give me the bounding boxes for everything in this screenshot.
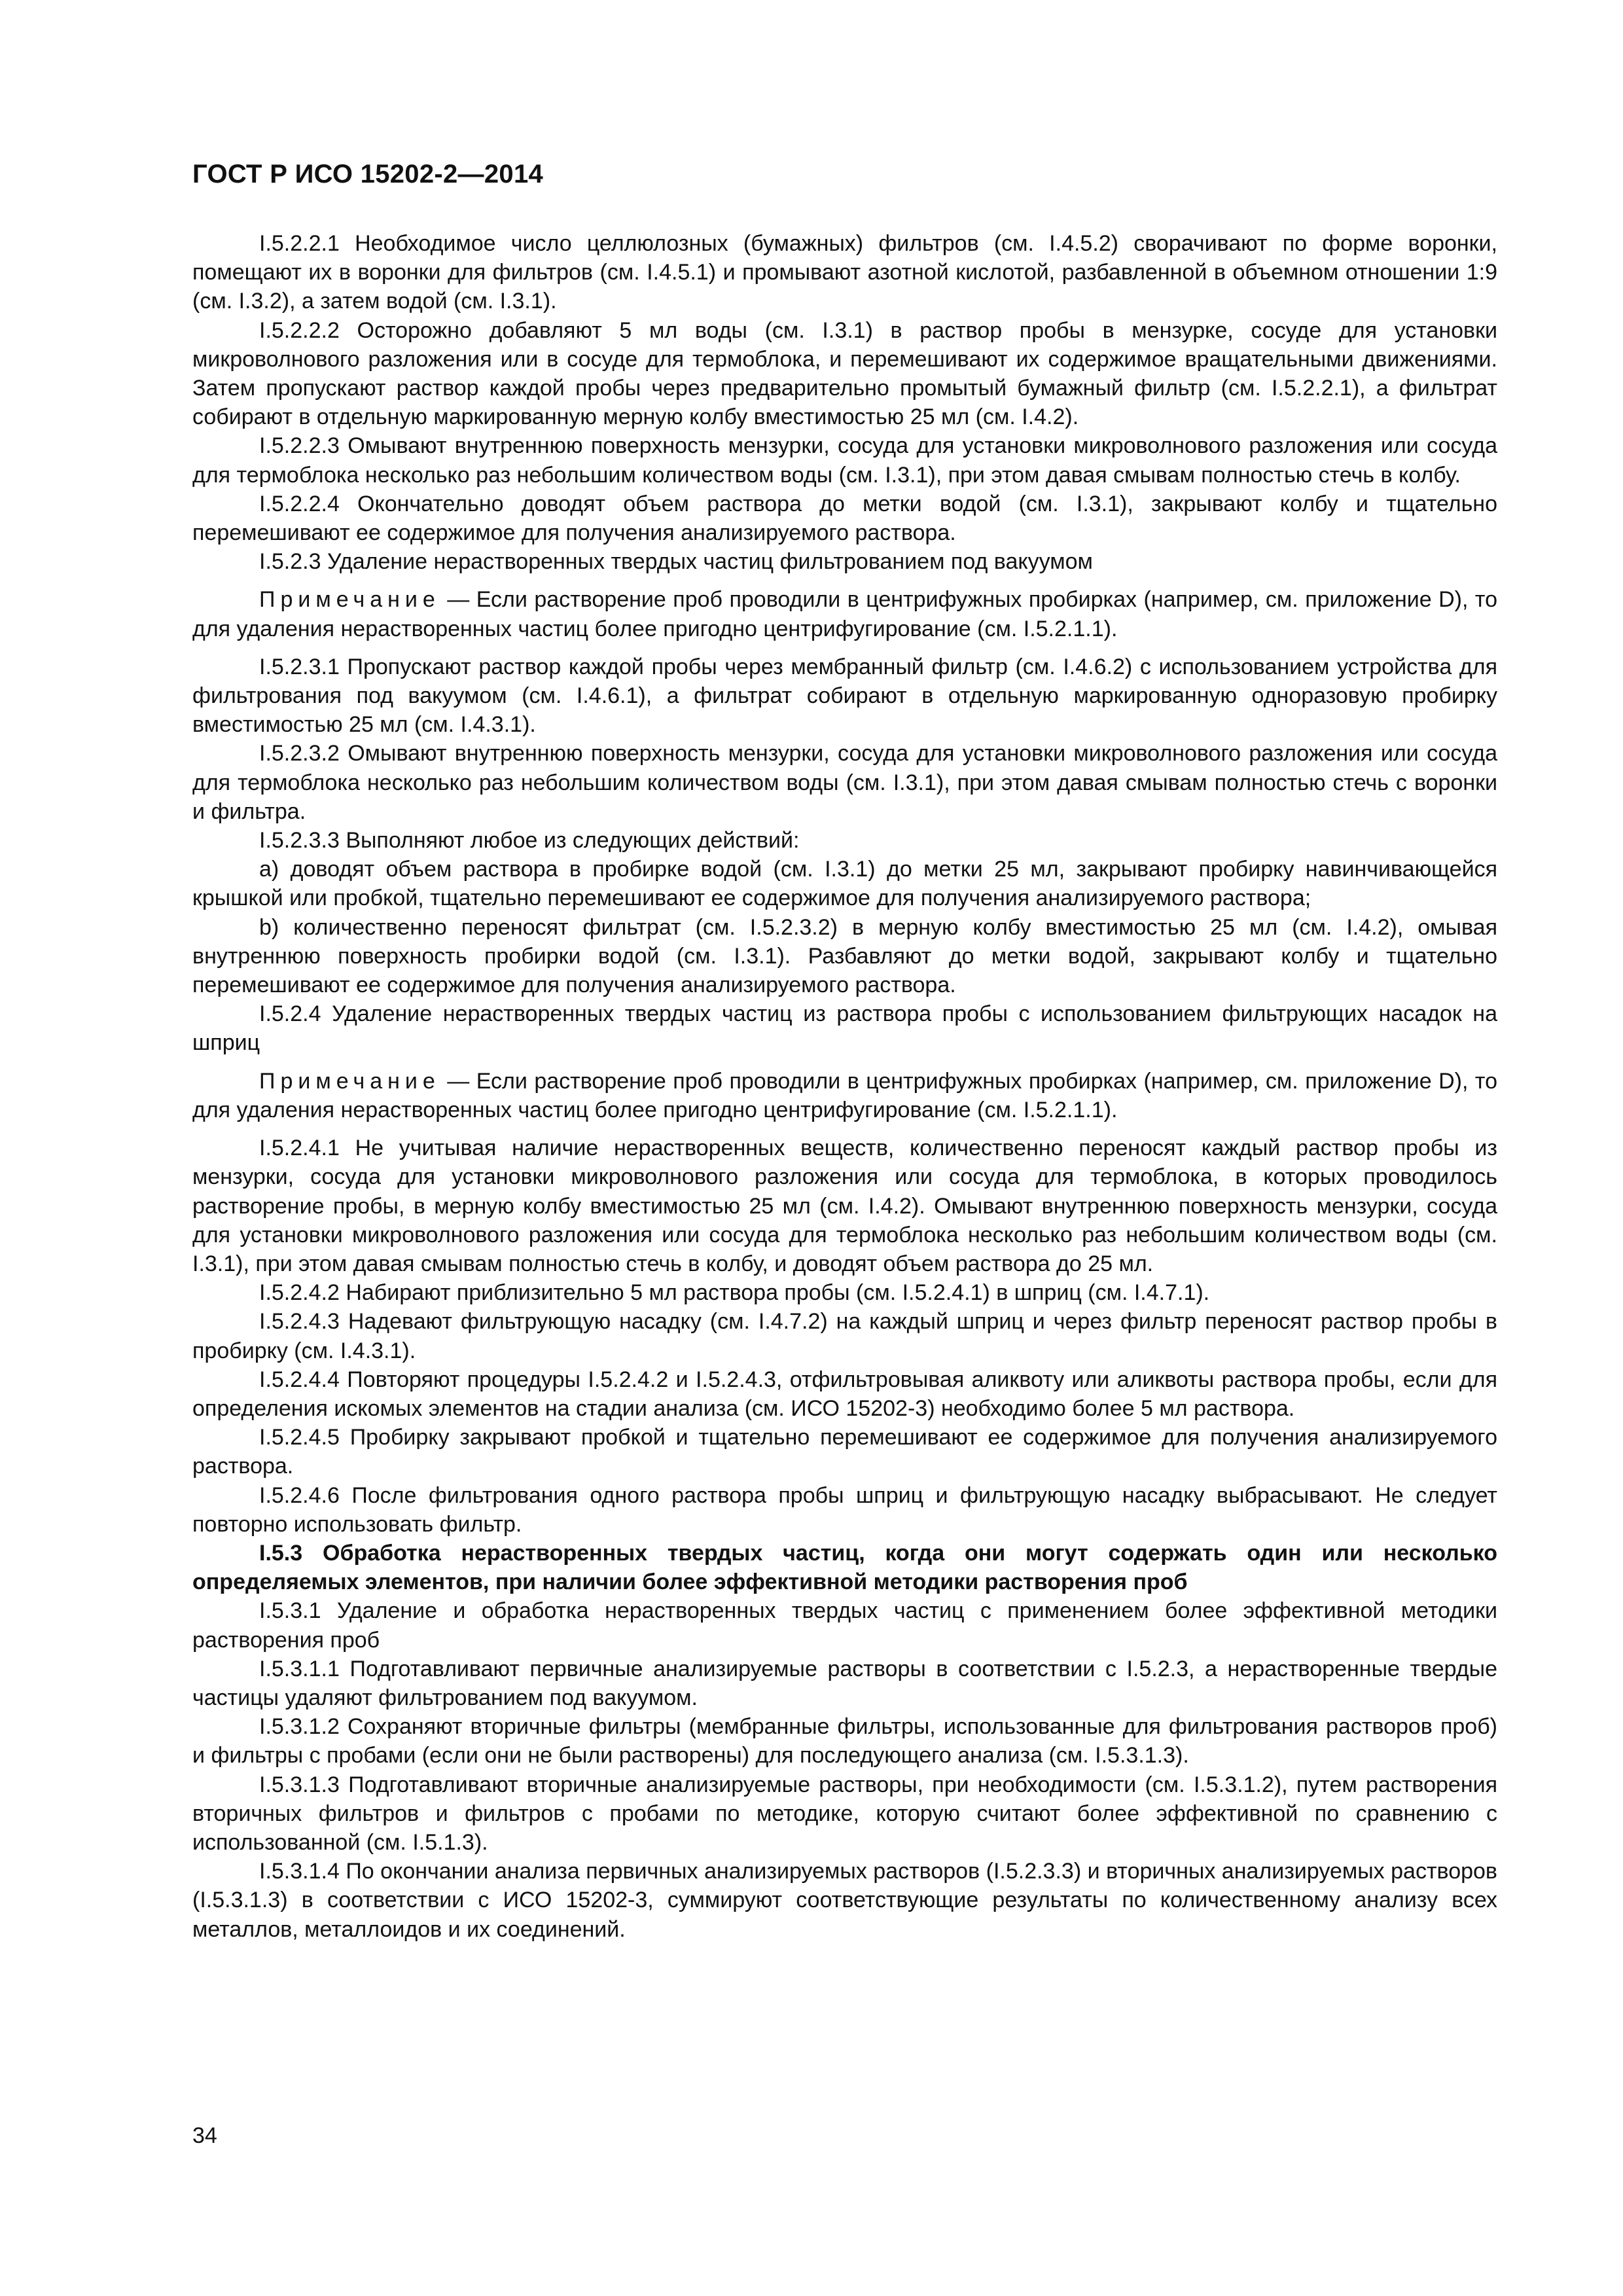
body-paragraph: I.5.2.4 Удаление нерастворенных твердых частиц из раствора пробы с использованием фильтрующих насадок на шприц (192, 1001, 1497, 1056)
body-paragraph: I.5.2.4.1 Не учитывая наличие нерастворенных веществ, количественно переносят каждый раствор пробы из мензурки, сосуда для установки микроволнового разложения или сосуда для термоблока, в которых проводилось растворение пробы, в мерную колбу вместимостью 25 мл (см. I.4.2). Омывают внутреннюю поверхность мензурки, сосуда для установки микроволнового разложения или сосуда для термоблока несколько раз небольшим количеством воды (см. I.3.1), при этом давая смывам полностью стечь в колбу, и доводят объем раствора до 25 мл. (192, 1136, 1497, 1276)
body-paragraph: I.5.2.4.5 Пробирку закрывают пробкой и тщательно перемешивают ее содержимое для получения анализируемого раствора. (192, 1425, 1497, 1479)
body-paragraph: I.5.2.3.2 Омывают внутреннюю поверхность мензурки, сосуда для установки микроволнового разложения или сосуда для термоблока несколько раз небольшим количеством воды (см. I.3.1), при этом давая смывам полностью стечь с воронки и фильтра. (192, 741, 1497, 824)
page-number: 34 (192, 2123, 217, 2148)
note-text: — Если растворение проб проводили в центрифужных пробирках (например, см. приложение D), то для удаления нерастворенных частиц более пригодно центрифугирование (см. I.5.2.1.1). (192, 1068, 1497, 1122)
body-paragraph: I.5.3.1.4 По окончании анализа первичных анализируемых растворов (I.5.2.3.3) и вторичных анализируемых растворов (I.5.3.1.3) в соответствии с ИСО 15202-3, суммируют соответствующие результаты по количественному анализу всех металлов, металлоидов и их соединений. (192, 1859, 1497, 1942)
body-paragraph: I.5.2.2.2 Осторожно добавляют 5 мл воды (см. I.3.1) в раствор пробы в мензурке, сосуде для установки микроволнового разложения или в сосуде для термоблока, и перемешивают их содержимое вращательными движениями. Затем пропускают раствор каждой пробы через предварительно промытый бумажный фильтр (см. I.5.2.2.1), а фильтрат собирают в отдельную маркированную мерную колбу вместимостью 25 мл (см. I.4.2). (192, 317, 1497, 430)
body-paragraph: I.5.2.2.4 Окончательно доводят объем раствора до метки водой (см. I.3.1), закрывают колбу и тщательно перемешивают ее содержимое для получения анализируемого раствора. (192, 491, 1497, 546)
note-paragraph (192, 1067, 1497, 1124)
body-paragraph: b) количественно переносят фильтрат (см. I.5.2.3.2) в мерную колбу вместимостью 25 мл (см. I.4.2), омывая внутреннюю поверхность пробирки водой (см. I.3.1). Разбавляют до метки водой, закрывают колбу и тщательно перемешивают ее содержимое для получения анализируемого раствора. (192, 914, 1497, 998)
body-paragraph: a) доводят объем раствора в пробирке водой (см. I.3.1) до метки 25 мл, закрывают пробирку навинчивающейся крышкой или пробкой, тщательно перемешивают ее содержимое для получения анализируемого раствора; (192, 857, 1497, 911)
body-paragraph: I.5.3.1.3 Подготавливают вторичные анализируемые растворы, при необходимости (см. I.5.3.1.2), путем растворения вторичных фильтров и фильтров с пробами по методике, которую считают более эффективной по сравнению с использованной (см. I.5.1.3). (192, 1772, 1497, 1855)
body-paragraph: I.5.2.3.1 Пропускают раствор каждой пробы через мембранный фильтр (см. I.4.6.2) с использованием устройства для фильтрования под вакуумом (см. I.4.6.1), а фильтрат собирают в отдельную маркированную одноразовую пробирку вместимостью 25 мл (см. I.4.3.1). (192, 654, 1497, 738)
body-paragraph: I.5.2.4.3 Надевают фильтрующую насадку (см. I.4.7.2) на каждый шприц и через фильтр переносят раствор пробы в пробирку (см. I.4.3.1). (192, 1309, 1497, 1363)
section-heading: I.5.3 Обработка нерастворенных твердых частиц, когда они могут содержать один или несколько определяемых элементов, при наличии более эффективной методики растворения проб (192, 1540, 1497, 1595)
body-paragraph: I.5.3.1.2 Сохраняют вторичные фильтры (мембранные фильтры, использованные для фильтрования растворов проб) и фильтры с пробами (если они не были растворены) для последующего анализа (см. I.5.3.1.3). (192, 1714, 1497, 1768)
body-paragraph: I.5.2.2.1 Необходимое число целлюлозных (бумажных) фильтров (см. I.4.5.2) сворачивают по форме воронки, помещают их в воронки для фильтров (см. I.4.5.1) и промывают азотной кислотой, разбавленной в объемном отношении 1:9 (см. I.3.2), а затем водой (см. I.3.1). (192, 231, 1497, 314)
body-paragraph: I.5.2.2.3 Омывают внутреннюю поверхность мензурки, сосуда для установки микроволнового разложения или сосуда для термоблока несколько раз небольшим количеством воды (см. I.3.1), при этом давая смывам полностью стечь в колбу. (192, 433, 1497, 488)
document-body (192, 229, 1497, 1944)
body-paragraph: I.5.2.3 Удаление нерастворенных твердых частиц фильтрованием под вакуумом (259, 549, 1093, 575)
body-paragraph: I.5.3.1.1 Подготавливают первичные анализируемые растворы в соответствии с I.5.2.3, а нерастворенные твердые частицы удаляют фильтрованием под вакуумом. (192, 1656, 1497, 1710)
body-paragraph: I.5.2.4.4 Повторяют процедуры I.5.2.4.2 и I.5.2.4.3, отфильтровывая аликвоту или аликвоты раствора пробы, если для определения искомых элементов на стадии анализа (см. ИСО 15202-3) необходимо более 5 мл раствора. (192, 1367, 1497, 1421)
note-label: Примечание (259, 1068, 440, 1094)
body-paragraph: I.5.2.4.2 Набирают приблизительно 5 мл раствора пробы (см. I.5.2.4.1) в шприц (см. I.4.7.1). (259, 1280, 1210, 1306)
body-paragraph: I.5.2.3.3 Выполняют любое из следующих действий: (259, 828, 800, 853)
document-header: ГОСТ Р ИСО 15202-2—2014 (192, 160, 544, 188)
body-paragraph: I.5.3.1 Удаление и обработка нерастворенных твердых частиц с применением более эффективной методики растворения проб (192, 1598, 1497, 1653)
body-paragraph: I.5.2.4.6 После фильтрования одного раствора пробы шприц и фильтрующую насадку выбрасывают. Не следует повторно использовать фильтр. (192, 1482, 1497, 1537)
note-paragraph (192, 585, 1497, 643)
note-label: Примечание (259, 587, 440, 613)
note-text: — Если растворение проб проводили в центрифужных пробирках (например, см. приложение D), то для удаления нерастворенных частиц более пригодно центрифугирование (см. I.5.2.1.1). (192, 587, 1497, 641)
